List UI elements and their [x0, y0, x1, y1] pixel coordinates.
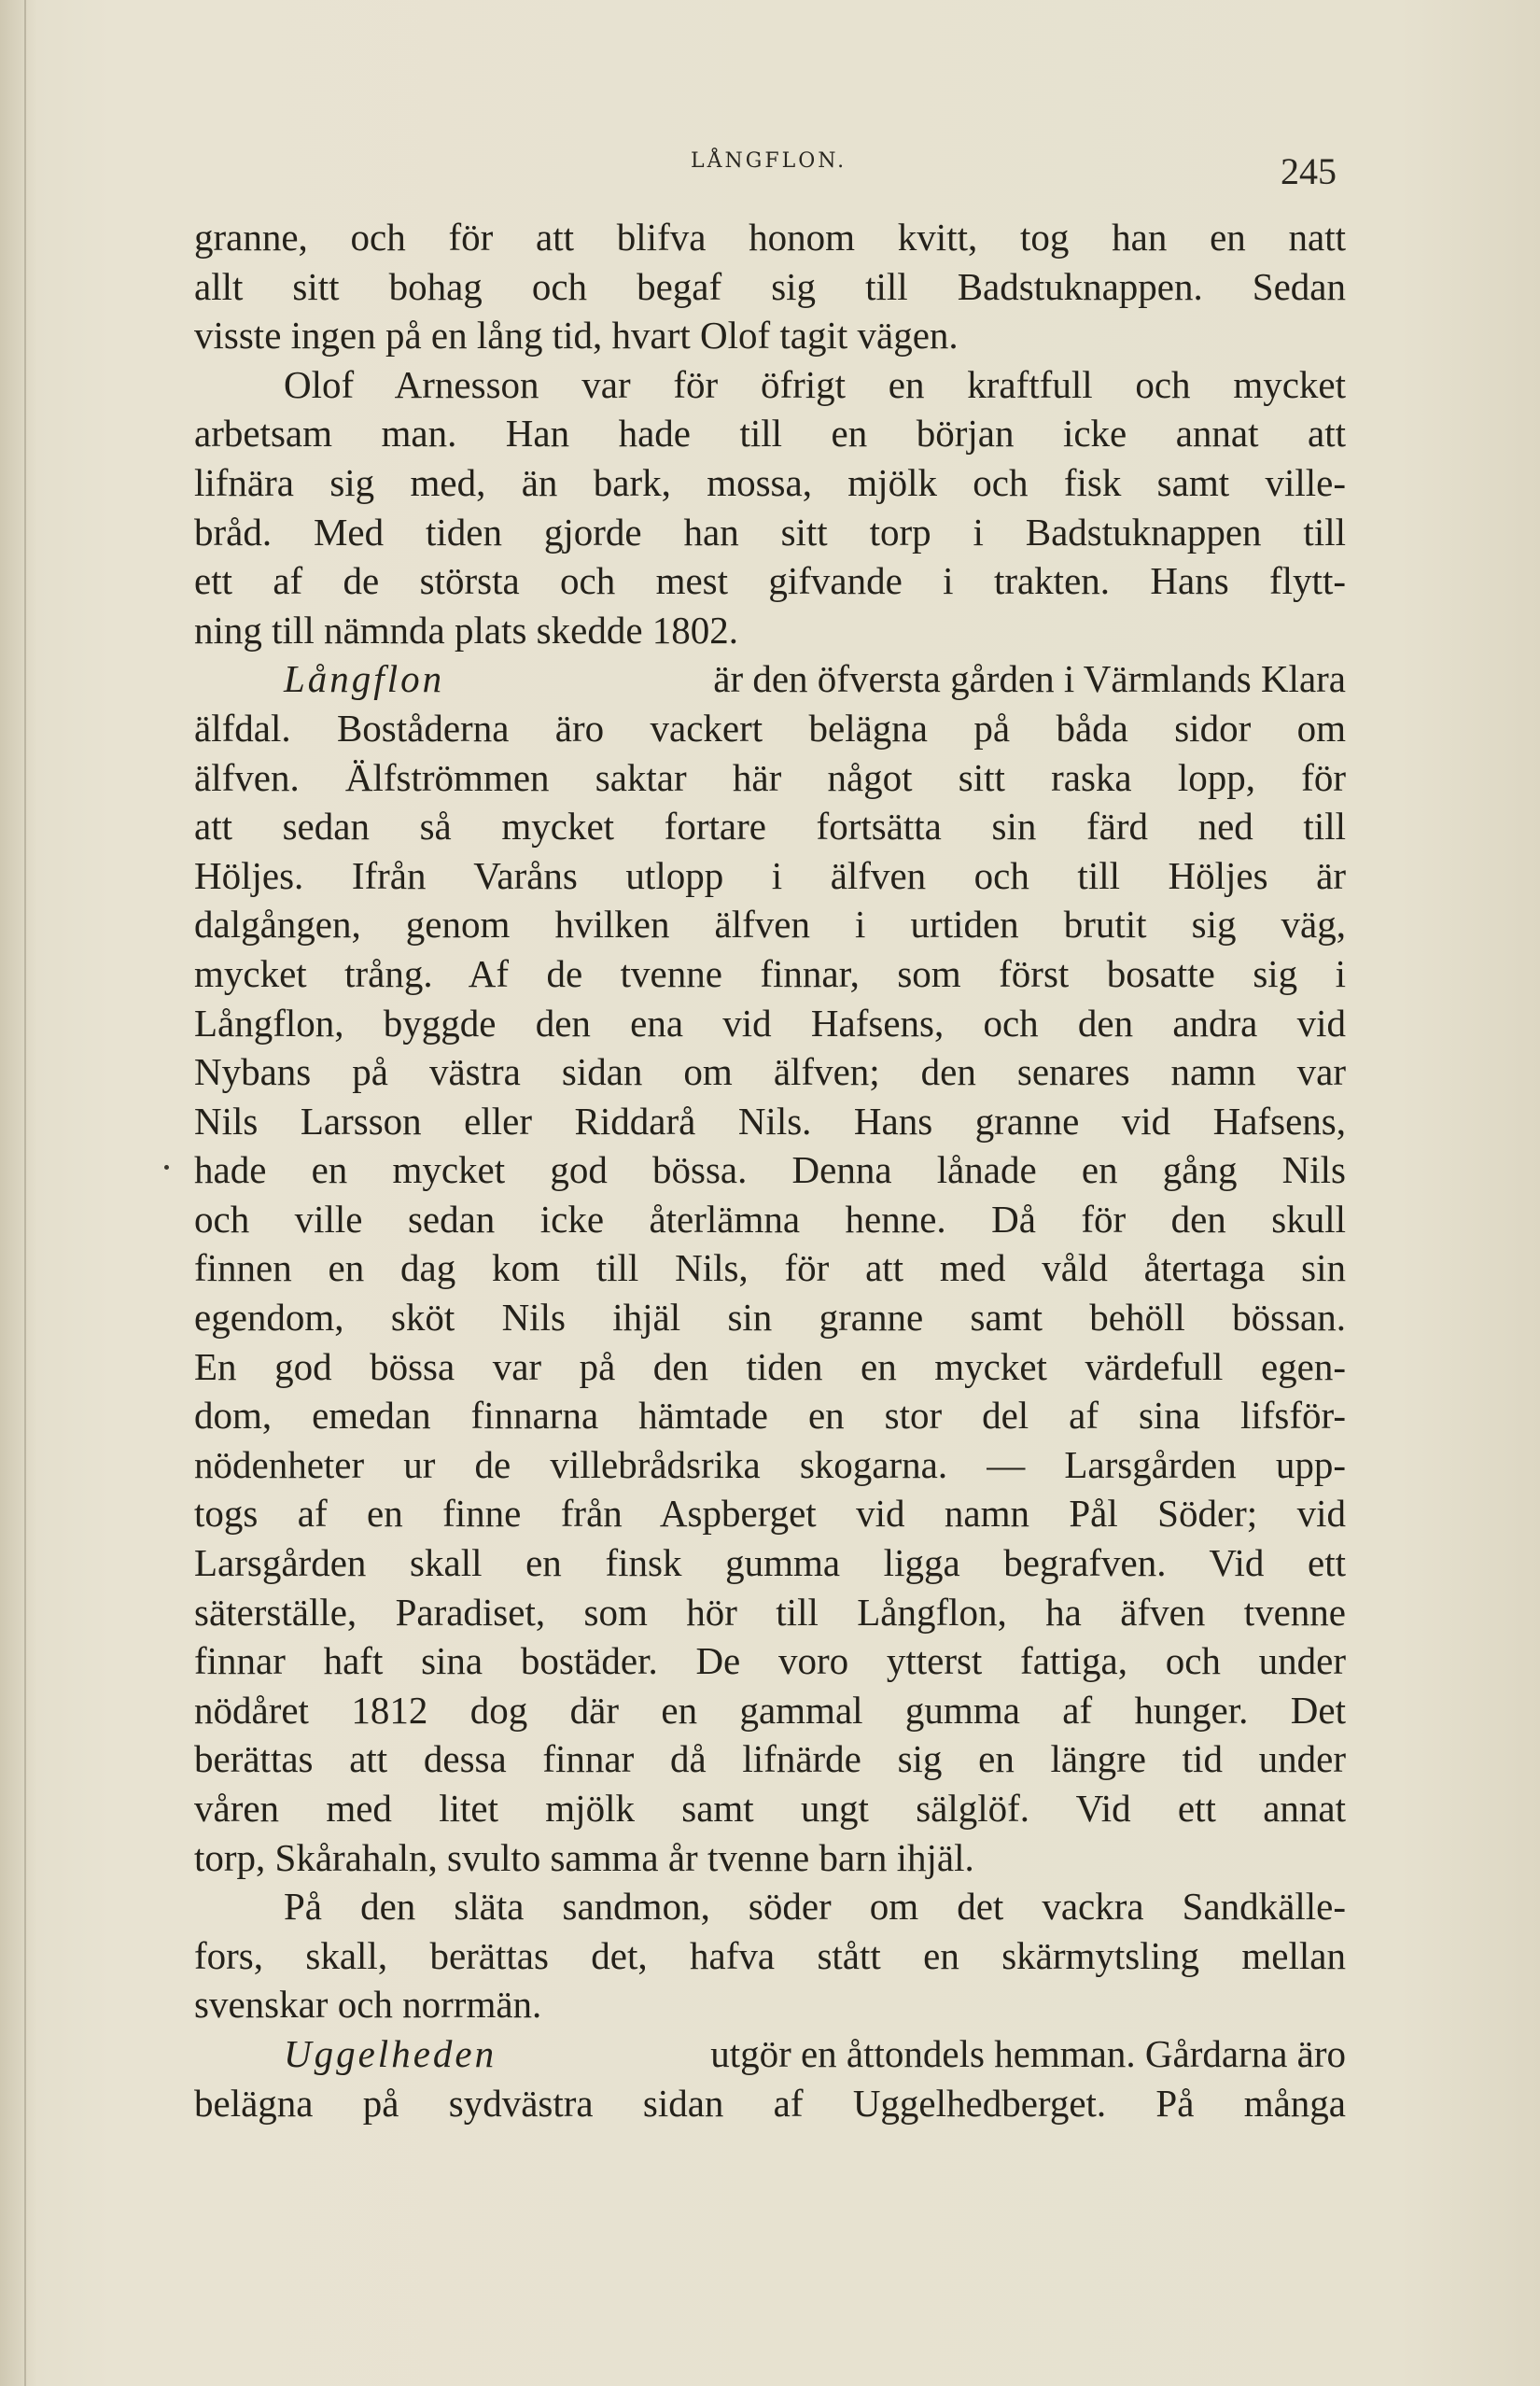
text-line: att sedan så mycket fortare fortsätta sin färd ned till [194, 805, 1346, 849]
text-line [194, 654, 1346, 704]
text-line: dalgången, genom hvilken älfven i urtiden brutit sig väg, [194, 903, 1346, 947]
text-line: berättas att dessa finnar då lifnärde sig en längre tid under [194, 1737, 1346, 1781]
text-line: togs af en finne från Aspberget vid namn Pål Söder; vid [194, 1492, 1346, 1536]
text-line [194, 2029, 1346, 2079]
text-line: och ville sedan icke återlämna henne. Då för den skull [194, 1197, 1346, 1241]
place-name-langflon: Långflon [284, 657, 445, 701]
body-text [194, 213, 1346, 2127]
text-line: finnen en dag kom till Nils, för att med våld återtaga sin [194, 1246, 1346, 1290]
text-line: torp, Skårahaln, svulto samma år tvenne barn ihjäl. [194, 1835, 974, 1879]
text-line: Höljes. Ifrån Varåns utlopp i älfven och till Höljes är [194, 853, 1346, 897]
text-line: våren med litet mjölk samt ungt sälglöf. Vid ett annat [194, 1787, 1346, 1830]
text-line: Långflon, byggde den ena vid Hafsens, och den andra vid [194, 1001, 1346, 1045]
place-name-uggelheden: Uggelheden [284, 2031, 497, 2075]
text-line: ett af de största och mest gifvande i trakten. Hans flytt- [194, 559, 1346, 603]
text-line: fors, skall, berättas det, hafva stått en skärmytsling mellan [194, 1933, 1346, 1977]
binding-edge [24, 0, 26, 2386]
text-line: mycket trång. Af de tvenne finnar, som först bosatte sig i [194, 951, 1346, 995]
text-line: arbetsam man. Han hade till en början icke annat att [194, 412, 1346, 456]
text-line: belägna på sydvästra sidan af Uggelhedberget. På många [194, 2081, 1346, 2125]
page-number: 245 [1281, 150, 1337, 192]
text-line: älfdal. Boståderna äro vackert belägna på båda sidor om [194, 706, 1346, 750]
text-line: finnar haft sina bostäder. De voro ytterst fattiga, och under [194, 1639, 1346, 1683]
text-line: svenskar och norrmän. [194, 1983, 542, 2027]
text-line: hade en mycket god bössa. Denna lånade en gång Nils [194, 1148, 1346, 1192]
running-title: LÅNGFLON. [691, 149, 847, 173]
text-line-rest: utgör en åttondels hemman. Gårdarna äro [710, 2031, 1346, 2075]
text-line: allt sitt bohag och begaf sig till Badstuknappen. Sedan [194, 264, 1346, 308]
text-line: säterställe, Paradiset, som hör till Långflon, ha äfven tvenne [194, 1590, 1346, 1634]
text-line: En god bössa var på den tiden en mycket värdefull egen- [194, 1344, 1346, 1388]
text-line: På den släta sandmon, söder om det vackra Sandkälle- [284, 1885, 1346, 1929]
text-line: egendom, sköt Nils ihjäl sin granne samt behöll bössan. [194, 1296, 1346, 1340]
text-line-rest: är den öfversta gården i Värmlands Klara [713, 657, 1346, 701]
text-line: ning till nämnda plats skedde 1802. [194, 608, 739, 652]
text-line: visste ingen på en lång tid, hvart Olof tagit vägen. [194, 314, 959, 358]
text-line: Nybans på västra sidan om älfven; den senares namn var [194, 1050, 1346, 1094]
text-line: nödåret 1812 dog där en gammal gumma af hunger. Det [194, 1688, 1346, 1732]
text-line: lifnära sig med, än bark, mossa, mjölk och fisk samt ville- [194, 460, 1346, 504]
text-line: bråd. Med tiden gjorde han sitt torp i Badstuknappen till [194, 510, 1346, 554]
text-line: Olof Arnesson var för öfrigt en kraftfull och mycket [284, 362, 1346, 406]
text-line: Nils Larsson eller Riddarå Nils. Hans granne vid Hafsens, [194, 1099, 1346, 1143]
text-line: Larsgården skall en finsk gumma ligga begrafven. Vid ett [194, 1541, 1346, 1585]
text-line: granne, och för att blifva honom kvitt, tog han en natt [194, 216, 1346, 259]
text-line: älfven. Älfströmmen saktar här något sitt raska lopp, för [194, 755, 1346, 799]
margin-mark [164, 1165, 169, 1170]
text-line: nödenheter ur de villebrådsrika skogarna. — Larsgården upp- [194, 1442, 1346, 1486]
text-line: dom, emedan finnarna hämtade en stor del af sina lifsför- [194, 1394, 1346, 1438]
